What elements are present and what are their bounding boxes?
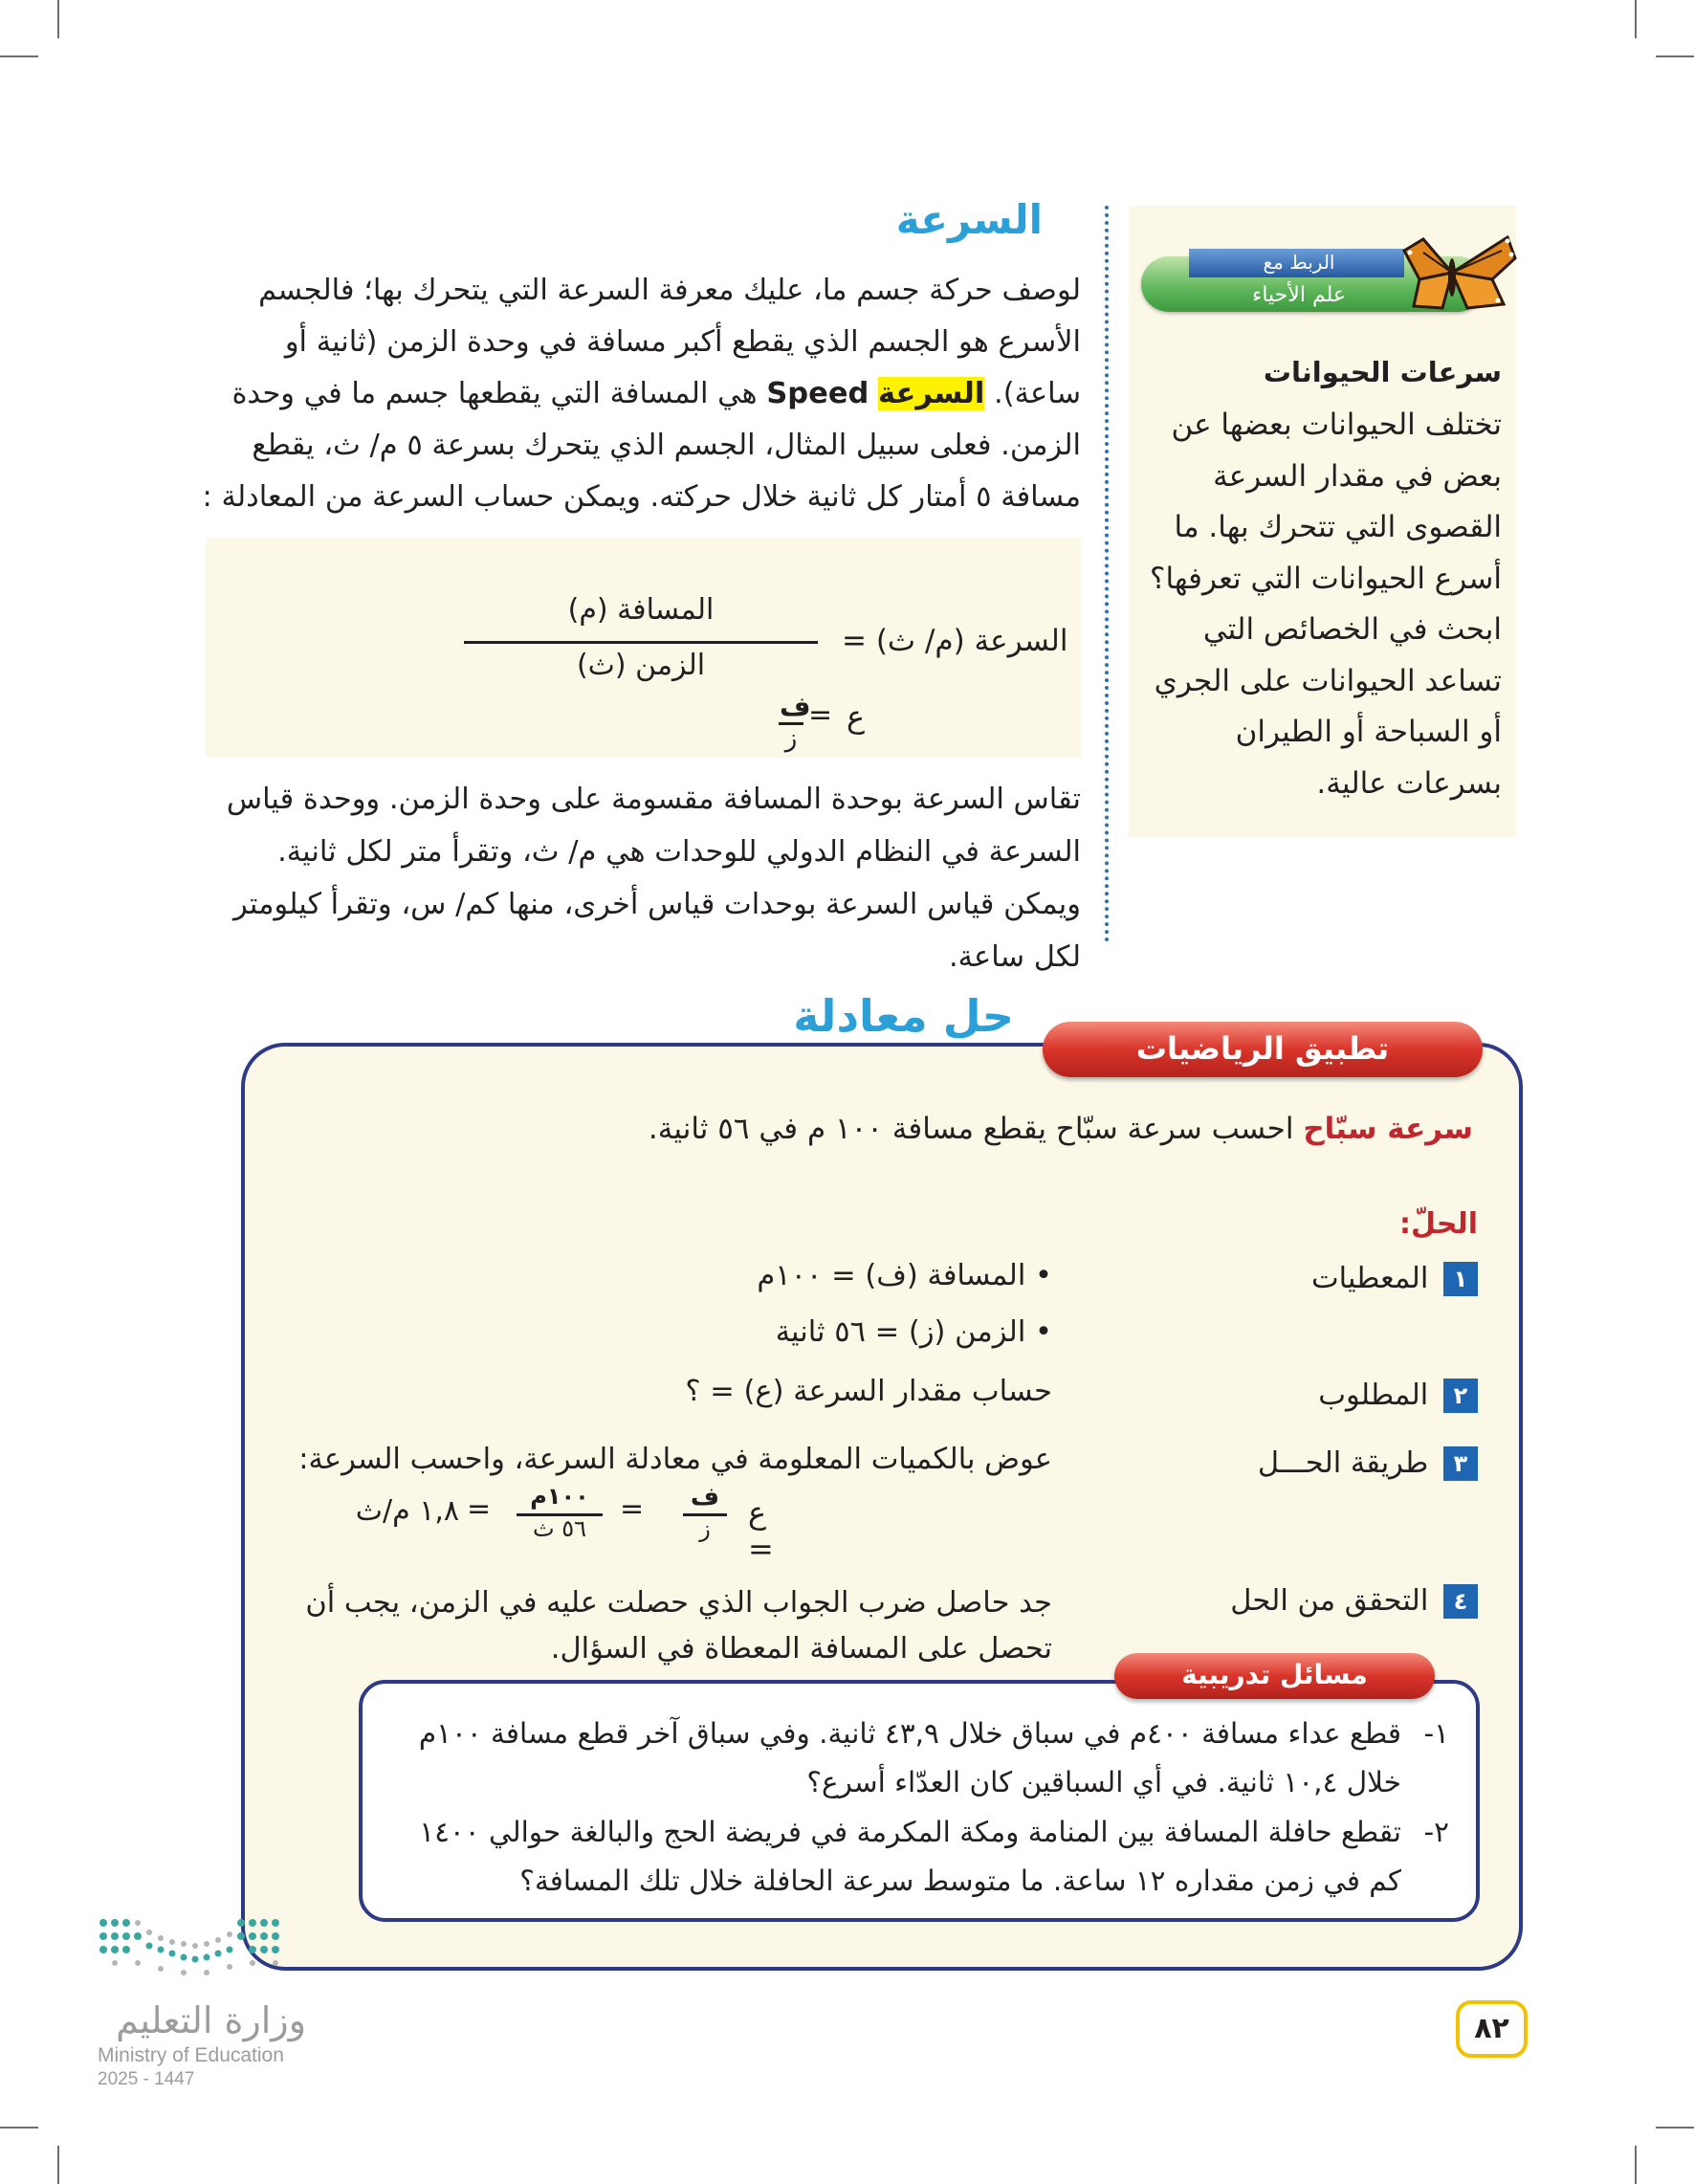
paragraph-1-part-a: لوصف حركة جسم ما، عليك معرفة السرعة التي يتحرك بها؛ فالجسم الأسرع هو الجسم الذي يقطع أكبر مسافة في وحدة الزمن (ثانية أو ساعة).: [258, 274, 1081, 410]
formula-left-side: السرعة (م/ ث) =: [842, 624, 1068, 658]
calc-speed-symbol: ع =: [748, 1494, 774, 1567]
step-label: طريقة الحـــل: [1257, 1446, 1429, 1480]
short-formula-time: ز: [784, 724, 798, 753]
speed-title: السرعة: [895, 196, 1043, 243]
crop-mark: [1635, 0, 1637, 38]
short-formula-equals: =: [808, 698, 833, 732]
formula-box: [206, 538, 1081, 758]
banner-top-label: الربط مع: [1263, 251, 1335, 274]
step-given: [1181, 1261, 1478, 1296]
math-application-tab: تطبيق الرياضيات: [1043, 1022, 1483, 1077]
problem-statement: [612, 1112, 1473, 1146]
problem-text: تقطع حافلة المسافة بين المنامة ومكة المكرمة في فريضة الحج والبالغة حوالي ١٤٠٠ كم في زمن مقداره ١٢ ساعة. ما متوسط سرعة الحافلة خلال تلك المسافة؟: [419, 1816, 1401, 1897]
step-number: ٢: [1443, 1379, 1478, 1413]
problem-text: احسب سرعة سبّاح يقطع مسافة ١٠٠ م في ٥٦ ثانية.: [648, 1112, 1294, 1146]
ministry-logo: [96, 1913, 306, 1990]
ministry-name-english: Ministry of Education: [98, 2044, 284, 2066]
biology-connection-banner: [1141, 239, 1509, 316]
required-text: حساب مقدار السرعة (ع) = ؟: [685, 1375, 1052, 1408]
page-number: ٨٢: [1456, 2000, 1528, 2058]
paragraph-1-part-b: هي المسافة التي يقطعها جسم ما في وحدة الزمن. فعلى سبيل المثال، الجسم الذي يتحرك بسرعة ٥ م/ ث، يقطع مسافة ٥ أمتار كل ثانية خلال حركته. ويمكن حساب السرعة من المعادلة :: [202, 377, 1081, 514]
calc-equals: =: [620, 1492, 645, 1526]
short-formula-distance: ف: [780, 691, 811, 722]
step-number: ١: [1443, 1262, 1478, 1296]
speed-paragraph-1: [196, 265, 1081, 523]
short-formula-speed: ع: [847, 698, 866, 735]
crop-mark: [1656, 55, 1694, 57]
sidebar-text: تختلف الحيوانات بعضها عن بعض في مقدار السرعة القصوى التي تتحرك بها. ما أسرع الحيوانات التي تعرفها؟ ابحث في الخصائص التي تساعد الحيوانات على الجري أو السباحة أو الطيران بسرعات عالية.: [1149, 408, 1502, 801]
calc-time-symbol: ز: [699, 1515, 711, 1542]
step-number: ٤: [1443, 1584, 1478, 1619]
calc-distance-value: ١٠٠م: [530, 1483, 589, 1510]
fraction-bar: [464, 641, 818, 644]
short-formula: [564, 691, 899, 758]
practice-problems-tab: مسائل تدريبية: [1114, 1653, 1435, 1699]
butterfly-icon: [1385, 230, 1519, 320]
step-label: المطلوب: [1318, 1379, 1429, 1412]
column-divider: [1105, 206, 1109, 942]
speed-paragraph-2: تقاس السرعة بوحدة المسافة مقسومة على وحدة الزمن. ووحدة قياس السرعة في النظام الدولي للوحدات هي م/ ث، وتقرأ متر لكل ثانية. ويمكن قياس السرعة بوحدات قياس أخرى، منها كم/ س، وتقرأ كيلومتر لكل ساعة.: [226, 783, 1081, 974]
crop-mark: [57, 2146, 59, 2184]
calc-equals: =: [467, 1492, 492, 1526]
banner-bottom-label: علم الأحياء: [1252, 283, 1346, 307]
problem-number: ١-: [1423, 1717, 1449, 1750]
speed-calculation: [325, 1483, 780, 1567]
check-text: جد حاصل ضرب الجواب الذي حصلت عليه في الزمن، يجب أن تحصل على المسافة المعطاة في السؤال.: [305, 1586, 1052, 1666]
sidebar-title: سرعات الحيوانات: [1263, 356, 1502, 388]
ministry-name-arabic: وزارة التعليم: [116, 1999, 306, 2041]
step-label: المعطيات: [1310, 1262, 1429, 1295]
calc-result: ١,٨ م/ث: [355, 1494, 459, 1528]
solve-equation-title: حل معادلة: [793, 990, 1014, 1042]
crop-mark: [1635, 2146, 1637, 2184]
formula-numerator: المسافة (م): [567, 593, 715, 627]
given-distance: • المسافة (ف) = ١٠٠م: [757, 1259, 1052, 1292]
speed-term-english: Speed: [766, 377, 869, 410]
step-label: التحقق من الحل: [1230, 1584, 1429, 1618]
edition-year: 2025 - 1447: [98, 2069, 195, 2089]
formula-denominator: الزمن (ث): [576, 649, 706, 682]
crop-mark: [0, 2127, 38, 2129]
crop-mark: [1656, 2127, 1694, 2129]
calc-distance-symbol: ف: [690, 1483, 720, 1511]
problem-text: قطع عداء مسافة ٤٠٠م في سباق خلال ٤٣,٩ ثانية. وفي سباق آخر قطع مسافة ١٠٠م خلال ١٠,٤ ثانية. في أي السباقين كان العدّاء أسرع؟: [418, 1717, 1401, 1798]
crop-mark: [0, 55, 38, 57]
problem-heading: سرعة سبّاح: [1303, 1112, 1473, 1146]
solution-label: الحلّ:: [1399, 1207, 1478, 1241]
step-number: ٣: [1443, 1446, 1478, 1481]
step-check: [1181, 1583, 1478, 1619]
given-time: • الزمن (ز) = ٥٦ ثانية: [775, 1315, 1052, 1349]
practice-problem: [392, 1710, 1449, 1815]
speed-term-highlight: السرعة: [878, 377, 985, 410]
calc-time-value: ٥٦ ث: [532, 1515, 586, 1542]
step-method: [1181, 1445, 1478, 1481]
practice-problem: [392, 1808, 1449, 1913]
crop-mark: [57, 0, 59, 38]
method-text: عوض بالكميات المعلومة في معادلة السرعة، واحسب السرعة:: [298, 1443, 1052, 1476]
step-required: [1181, 1378, 1478, 1413]
problem-number: ٢-: [1423, 1816, 1449, 1848]
